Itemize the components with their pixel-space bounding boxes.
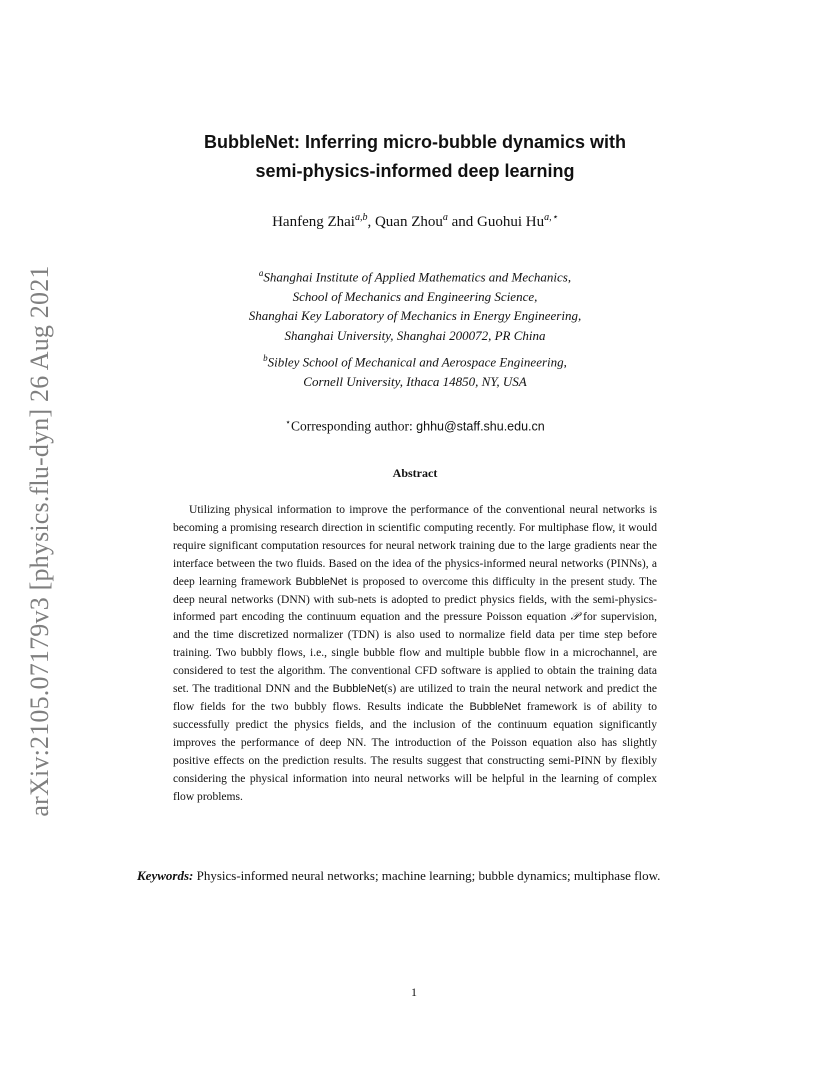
affiliation-sup: b — [263, 353, 268, 363]
keywords-label: Keywords: — [137, 868, 194, 883]
framework-name: BubbleNet — [332, 683, 385, 696]
affiliation-line: $^b$Sibley School of Mechanical and Aerospace Engineering, — [263, 353, 567, 370]
author-separator: , — [367, 214, 375, 230]
framework-name: BubbleNet — [469, 700, 521, 713]
affiliation-line: Cornell University, Ithaca 14850, NY, USA — [303, 373, 527, 389]
author-list — [140, 212, 690, 231]
affiliation-a — [140, 264, 690, 345]
affiliation-sup: a — [258, 268, 264, 278]
affiliation-line: Shanghai University, Shanghai 200072, PR China — [284, 327, 546, 343]
title-line-2: semi-physics-informed deep learning — [255, 161, 575, 181]
keywords-text: Physics-informed neural networks; machine learning; bubble dynamics; multiphase flow. — [193, 868, 661, 883]
title-line-1: BubbleNet: Inferring micro-bubble dynamics with — [203, 132, 627, 152]
affiliation-line: $^a$Shanghai Institute of Applied Mathematics and Mechanics, — [258, 268, 572, 285]
page-number: 1 — [411, 985, 417, 999]
abstract-text: Utilizing physical information to improve the performance of the conventional neural networks is becoming a promising research direction in scientific computing recently. For multiphase flow, it would require significant computation resources for neural network training due to the large gradients near the interface between the two fluids. Based on the idea of the physics-informed neural networks (PINNs), a deep learning framework BubbleNet is proposed to overcome this difficulty in the present study. The deep neural networks (DNN) with sub-nets is adopted to predict physics fields, with the semi-physics-informed part encoding the continuum equation and the pressure Poisson equation 𝒫 for supervision, and the time discretized normalizer (TDN) is also used to normalize field data per time step before training. Two bubbly flows, i.e., single bubble flow and multiple bubble flow in a microchannel, are considered to test the algorithm. The conventional CFD software is applied to obtain the training data set. The traditional DNN and the BubbleNet(s) are utilized to train the neural network and predict the flow fields for the two bubbly flows. Results indicate the BubbleNet framework is of ability to successfully predict the physics fields, and the inclusion of the continuum equation significantly improves the performance of deep NN. The introduction of the Poisson equation also has slightly positive effects on the prediction results. The results suggest that constructing semi-PINN by flexibly considering the physical information into neural networks will be helpful in the learning of complex flow problems. — [173, 504, 657, 803]
framework-name: BubbleNet — [295, 575, 347, 588]
author-name: Quan Zhou — [374, 214, 443, 230]
keywords — [137, 865, 690, 886]
affiliation-b — [140, 349, 690, 391]
affiliation-line: School of Mechanics and Engineering Science, — [292, 288, 538, 304]
corresponding-sup: ⋆ — [285, 417, 291, 427]
author-sup: a,b — [354, 212, 368, 223]
corresponding-email[interactable]: ghhu@staff.shu.edu.cn — [416, 419, 545, 434]
paper-title — [140, 128, 690, 186]
poisson-symbol: 𝒫 — [570, 611, 579, 624]
corresponding-author — [140, 417, 690, 435]
author-name: Hanfeng Zhai — [272, 214, 355, 230]
abstract-heading: Abstract — [392, 466, 438, 480]
affiliation-line: Shanghai Key Laboratory of Mechanics in Energy Engineering, — [248, 308, 582, 324]
author-separator: and — [447, 214, 478, 230]
author-sup: a,⋆ — [544, 212, 558, 223]
arxiv-stamp: arXiv:2105.07179v3 [physics.flu-dyn] 26 Aug 2021 — [25, 265, 54, 817]
corresponding-label: Corresponding author: — [290, 418, 417, 434]
author-sup: a — [442, 212, 448, 223]
author-name: Guohui Hu — [477, 214, 545, 230]
